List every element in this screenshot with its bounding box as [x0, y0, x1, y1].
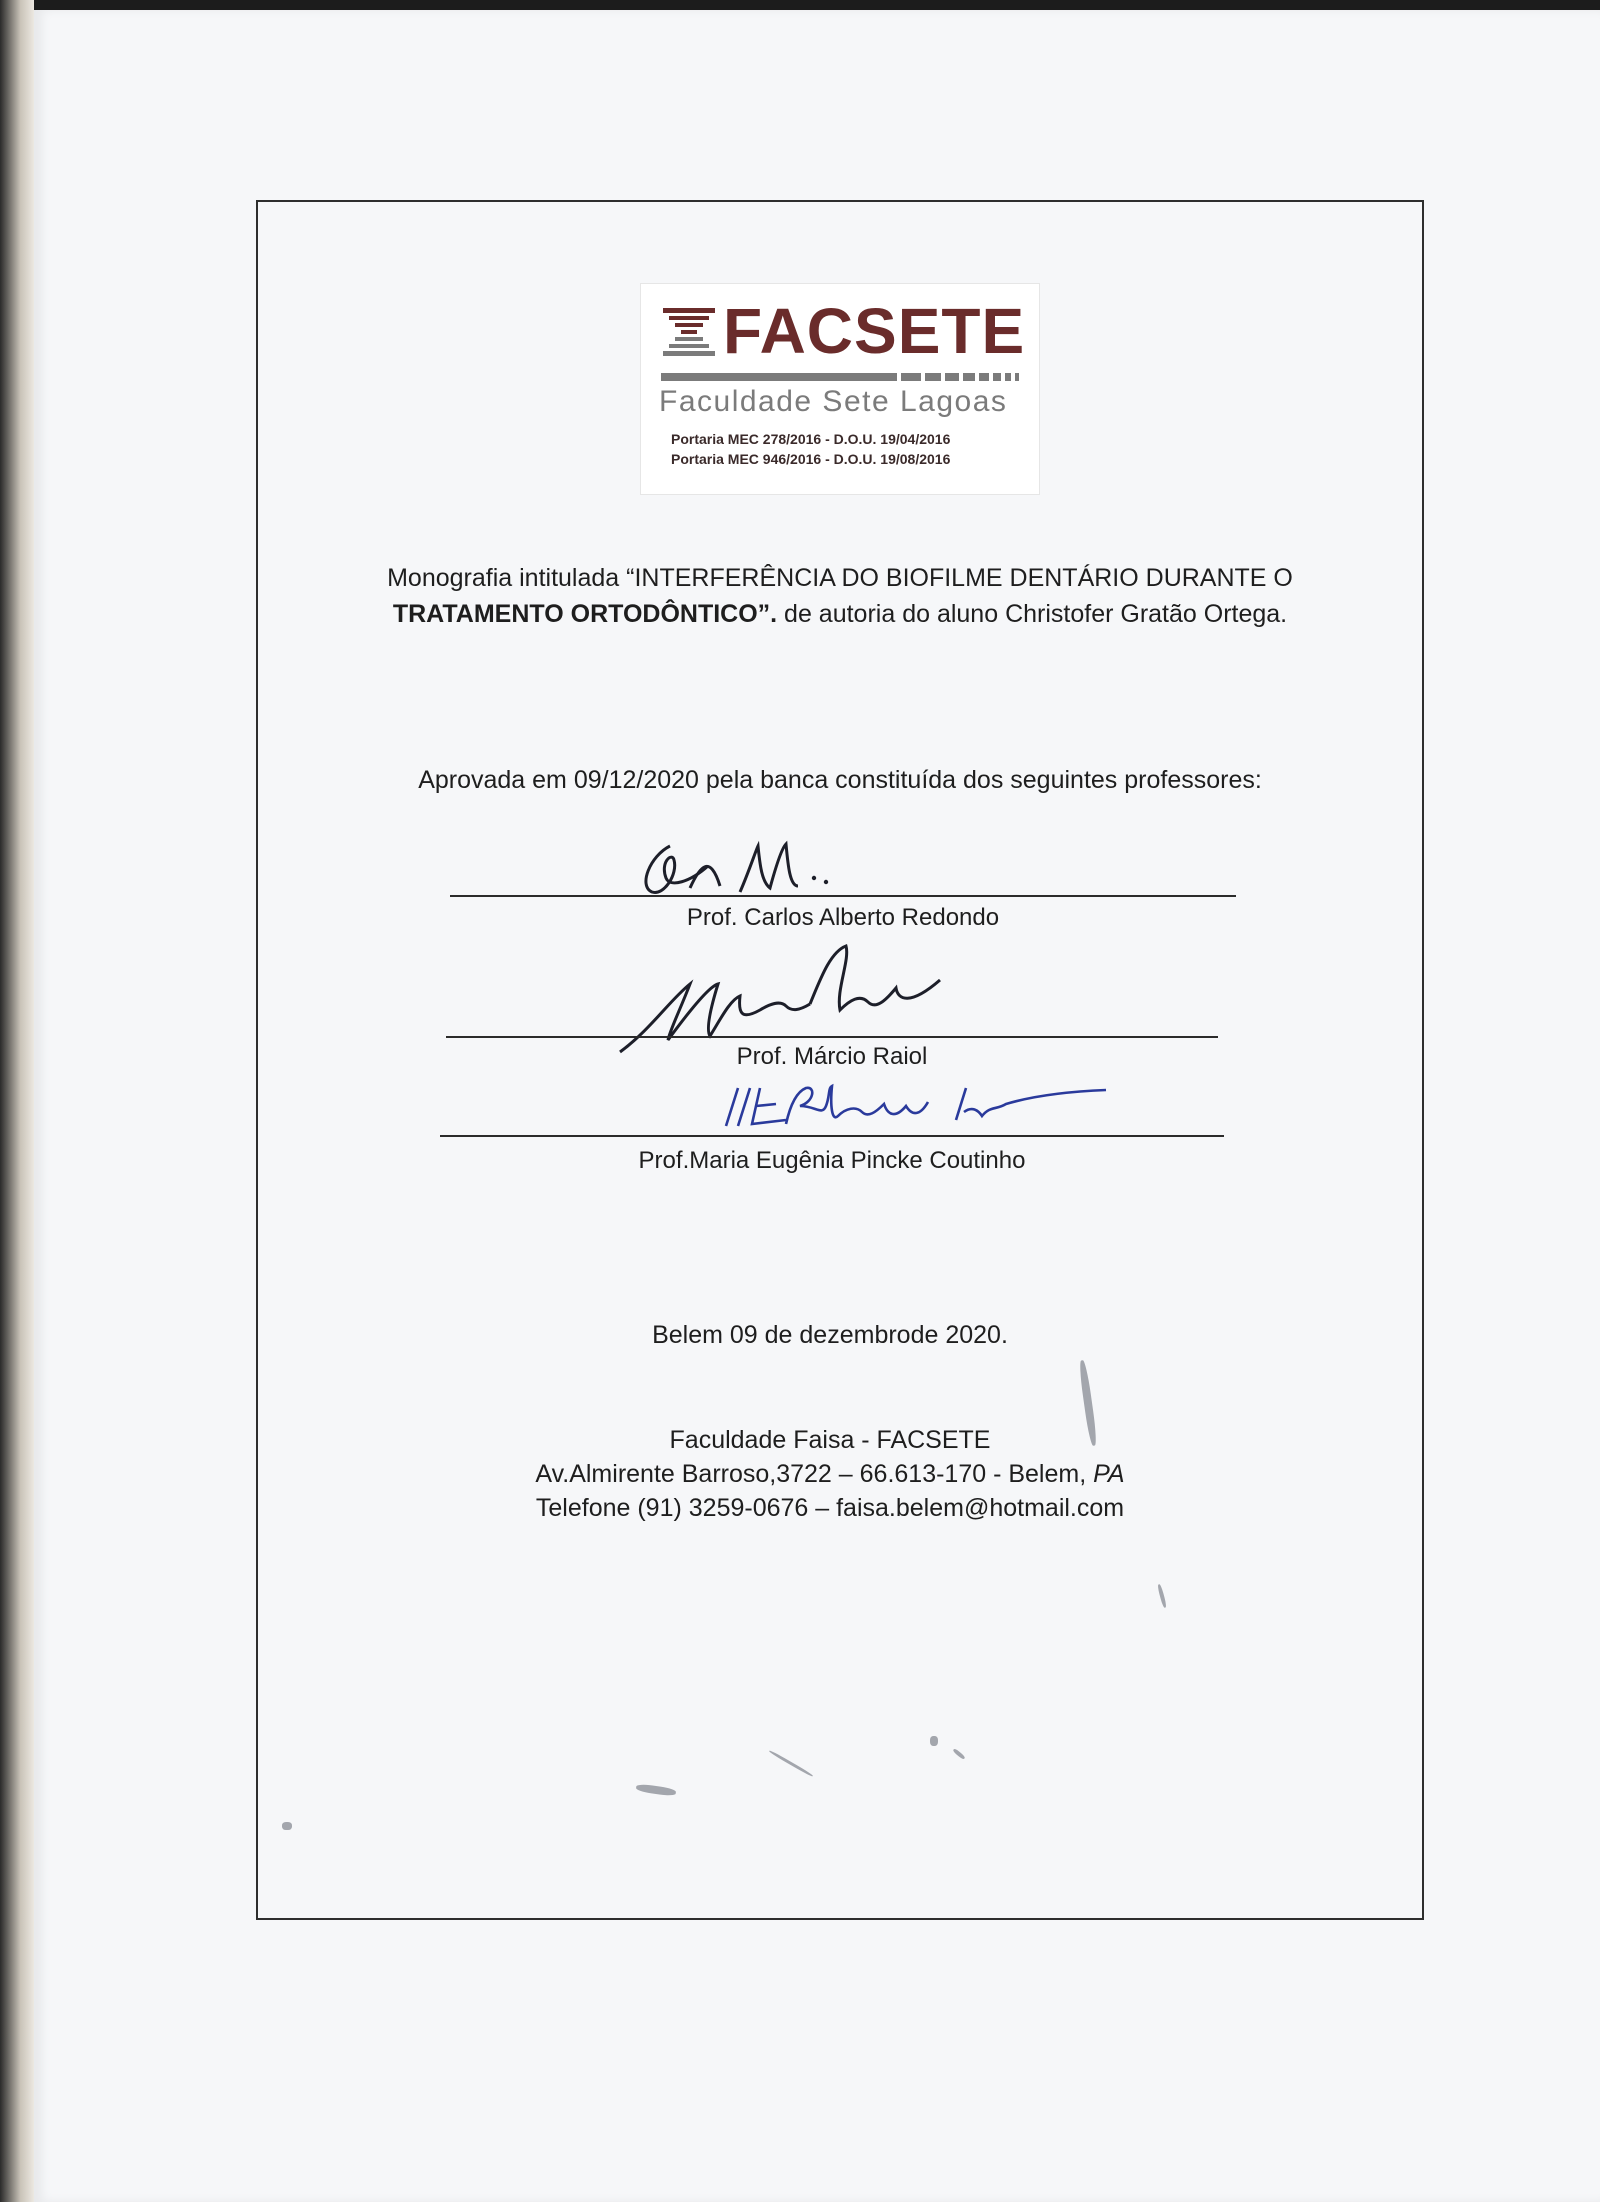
approval-statement: Aprovada em 09/12/2020 pela banca constituída dos seguintes professores:	[418, 766, 1262, 794]
signature-line-3	[440, 1135, 1224, 1137]
date-line: Belem 09 de dezembrode 2020.	[652, 1321, 1008, 1349]
logo-name: FACSETE	[723, 295, 1026, 367]
logo-portaria-2: Portaria MEC 946/2016 - D.O.U. 19/08/2016	[671, 451, 951, 467]
monograph-title-line-1: Monografia intitulada “INTERFERÊNCIA DO BIOFILME DENTÁRIO DURANTE O	[387, 564, 1293, 592]
scan-speck	[282, 1822, 292, 1830]
examiner-name-2: Prof. Márcio Raiol	[736, 1043, 928, 1070]
examiner-name-3: Prof.Maria Eugênia Pincke Coutinho	[638, 1147, 1026, 1174]
footer-address	[330, 1457, 1330, 1491]
footer-address-street: Av.Almirente Barroso,3722 – 66.613-170 - Belem,	[535, 1460, 1094, 1488]
logo-subtitle: Faculdade Sete Lagoas	[659, 385, 1008, 418]
scan-edge	[0, 0, 34, 2202]
monograph-statement	[300, 560, 1380, 632]
logo-divider	[661, 372, 1021, 382]
footer-contact: Telefone (91) 3259-0676 – faisa.belem@hotmail.com	[535, 1494, 1125, 1522]
signature-3	[716, 1076, 1116, 1136]
monograph-title-line-2	[300, 596, 1380, 632]
footer-address-state: PA	[1093, 1460, 1125, 1488]
logo-portaria-1: Portaria MEC 278/2016 - D.O.U. 19/04/2016	[671, 431, 951, 447]
footer-institution: Faculdade Faisa - FACSETE	[669, 1426, 991, 1454]
scan-speck	[930, 1736, 938, 1746]
signature-line-2	[446, 1036, 1218, 1038]
monograph-title-bold: TRATAMENTO ORTODÔNTICO”.	[392, 600, 778, 628]
facsete-logo	[640, 283, 1040, 495]
signature-1	[630, 826, 870, 906]
signature-line-1	[450, 895, 1236, 897]
examiner-name-1: Prof. Carlos Alberto Redondo	[686, 904, 1000, 931]
facsete-hourglass-icon	[663, 306, 715, 358]
monograph-author: de autoria do aluno Christofer Gratão Ortega.	[777, 600, 1288, 628]
